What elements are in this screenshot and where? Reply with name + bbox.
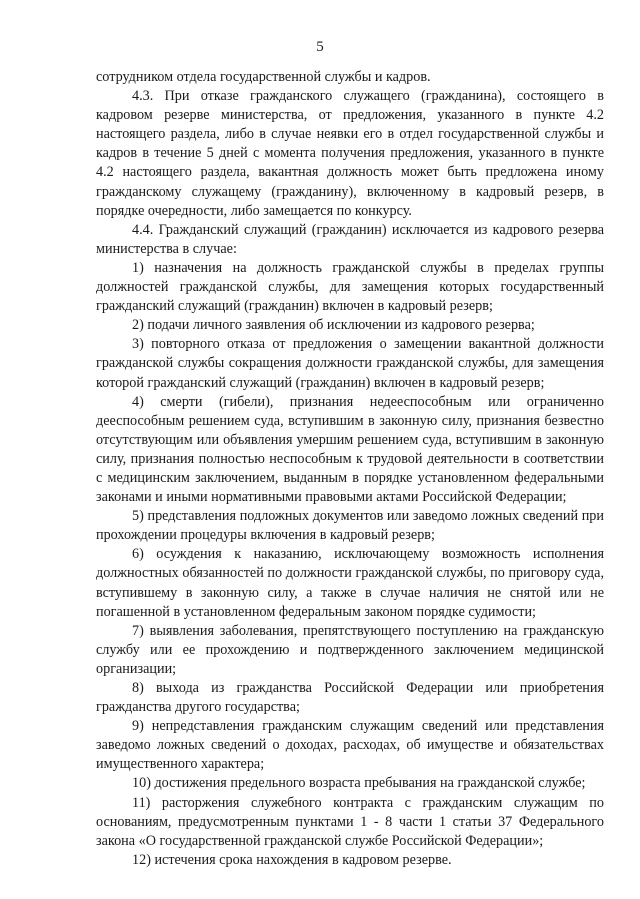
list-item-3: 3) повторного отказа от предложения о замещении вакантной должности гражданской службы сокращения должности гражданской службы, для замещения которой гражданский служащий (гражданин) включен в кадровый резерв; — [96, 336, 604, 391]
list-item-4: 4) смерти (гибели), признания недееспособным или ограниченно дееспособным решением суда, вступившим в законную силу, признания безвестно отсутствующим или объявления умершим решением суда, вступившим в законную силу, признания полностью неспособным к трудовой деятельности в соответствии с медицинским заключением, выданным в порядке установленном федеральными законами и иными нормативными правовыми актами Российской Федерации; — [96, 393, 604, 506]
list-item-5: 5) представления подложных документов или заведомо ложных сведений при прохождении процедуры включения в кадровый резерв; — [96, 508, 604, 544]
list-item-9: 9) непредставления гражданским служащим сведений или представления заведомо ложных сведений о доходах, расходах, об имуществе и обязательствах имущественного характера; — [96, 718, 604, 773]
list-item-6: 6) осуждения к наказанию, исключающему возможность исполнения должностных обязанностей по должности гражданской службы, по приговору суда, вступившему в законную силу, а также в случае наличия не снятой или не погашенной в установленном федеральным законом порядке судимости; — [96, 546, 604, 620]
list-item-7: 7) выявления заболевания, препятствующего поступлению на гражданскую службу или ее прохождению и подтвержденного заключением медицинской организации; — [96, 622, 604, 677]
list-item-12: 12) истечения срока нахождения в кадровом резерве. — [132, 851, 452, 868]
paragraph-continuation: сотрудником отдела государственной службы и кадров. — [96, 69, 431, 85]
page-number: 5 — [316, 39, 324, 55]
list-item-8: 8) выхода из гражданства Российской Федерации или приобретения гражданства другого государства; — [96, 680, 604, 716]
list-item-11: 11) расторжения служебного контракта с гражданским служащим по основаниям, предусмотренным пунктами 1 - 8 части 1 статьи 37 Федерального закона «О государственной гражданской службе Российской Федерации»; — [96, 794, 604, 849]
list-item-10: 10) достижения предельного возраста пребывания на гражданской службе; — [132, 775, 586, 792]
paragraph-4-4: 4.4. Гражданский служащий (гражданин) исключается из кадрового резерва министерства в случае: — [96, 221, 604, 257]
paragraph-4-3: 4.3. При отказе гражданского служащего (гражданина), состоящего в кадровом резерве министерства, от предложения, указанного в пункте 4.2 настоящего раздела, либо в случае неявки его в отдел государственной службы и кадров в течение 5 дней с момента получения предложения, указанного в пункте 4.2 настоящего раздела, вакантная должность может быть предложена иному гражданскому служащему (гражданину), включенному в кадровый резерв, в порядке очередности, либо замещается по конкурсу. — [96, 88, 604, 219]
list-item-2: 2) подачи личного заявления об исключении из кадрового резерва; — [132, 317, 535, 334]
document-body — [96, 68, 604, 870]
list-item-1: 1) назначения на должность гражданской службы в пределах группы должностей гражданской службы, для замещения которых государственный гражданский служащий (гражданин) включен в кадровый резерв; — [96, 259, 604, 315]
